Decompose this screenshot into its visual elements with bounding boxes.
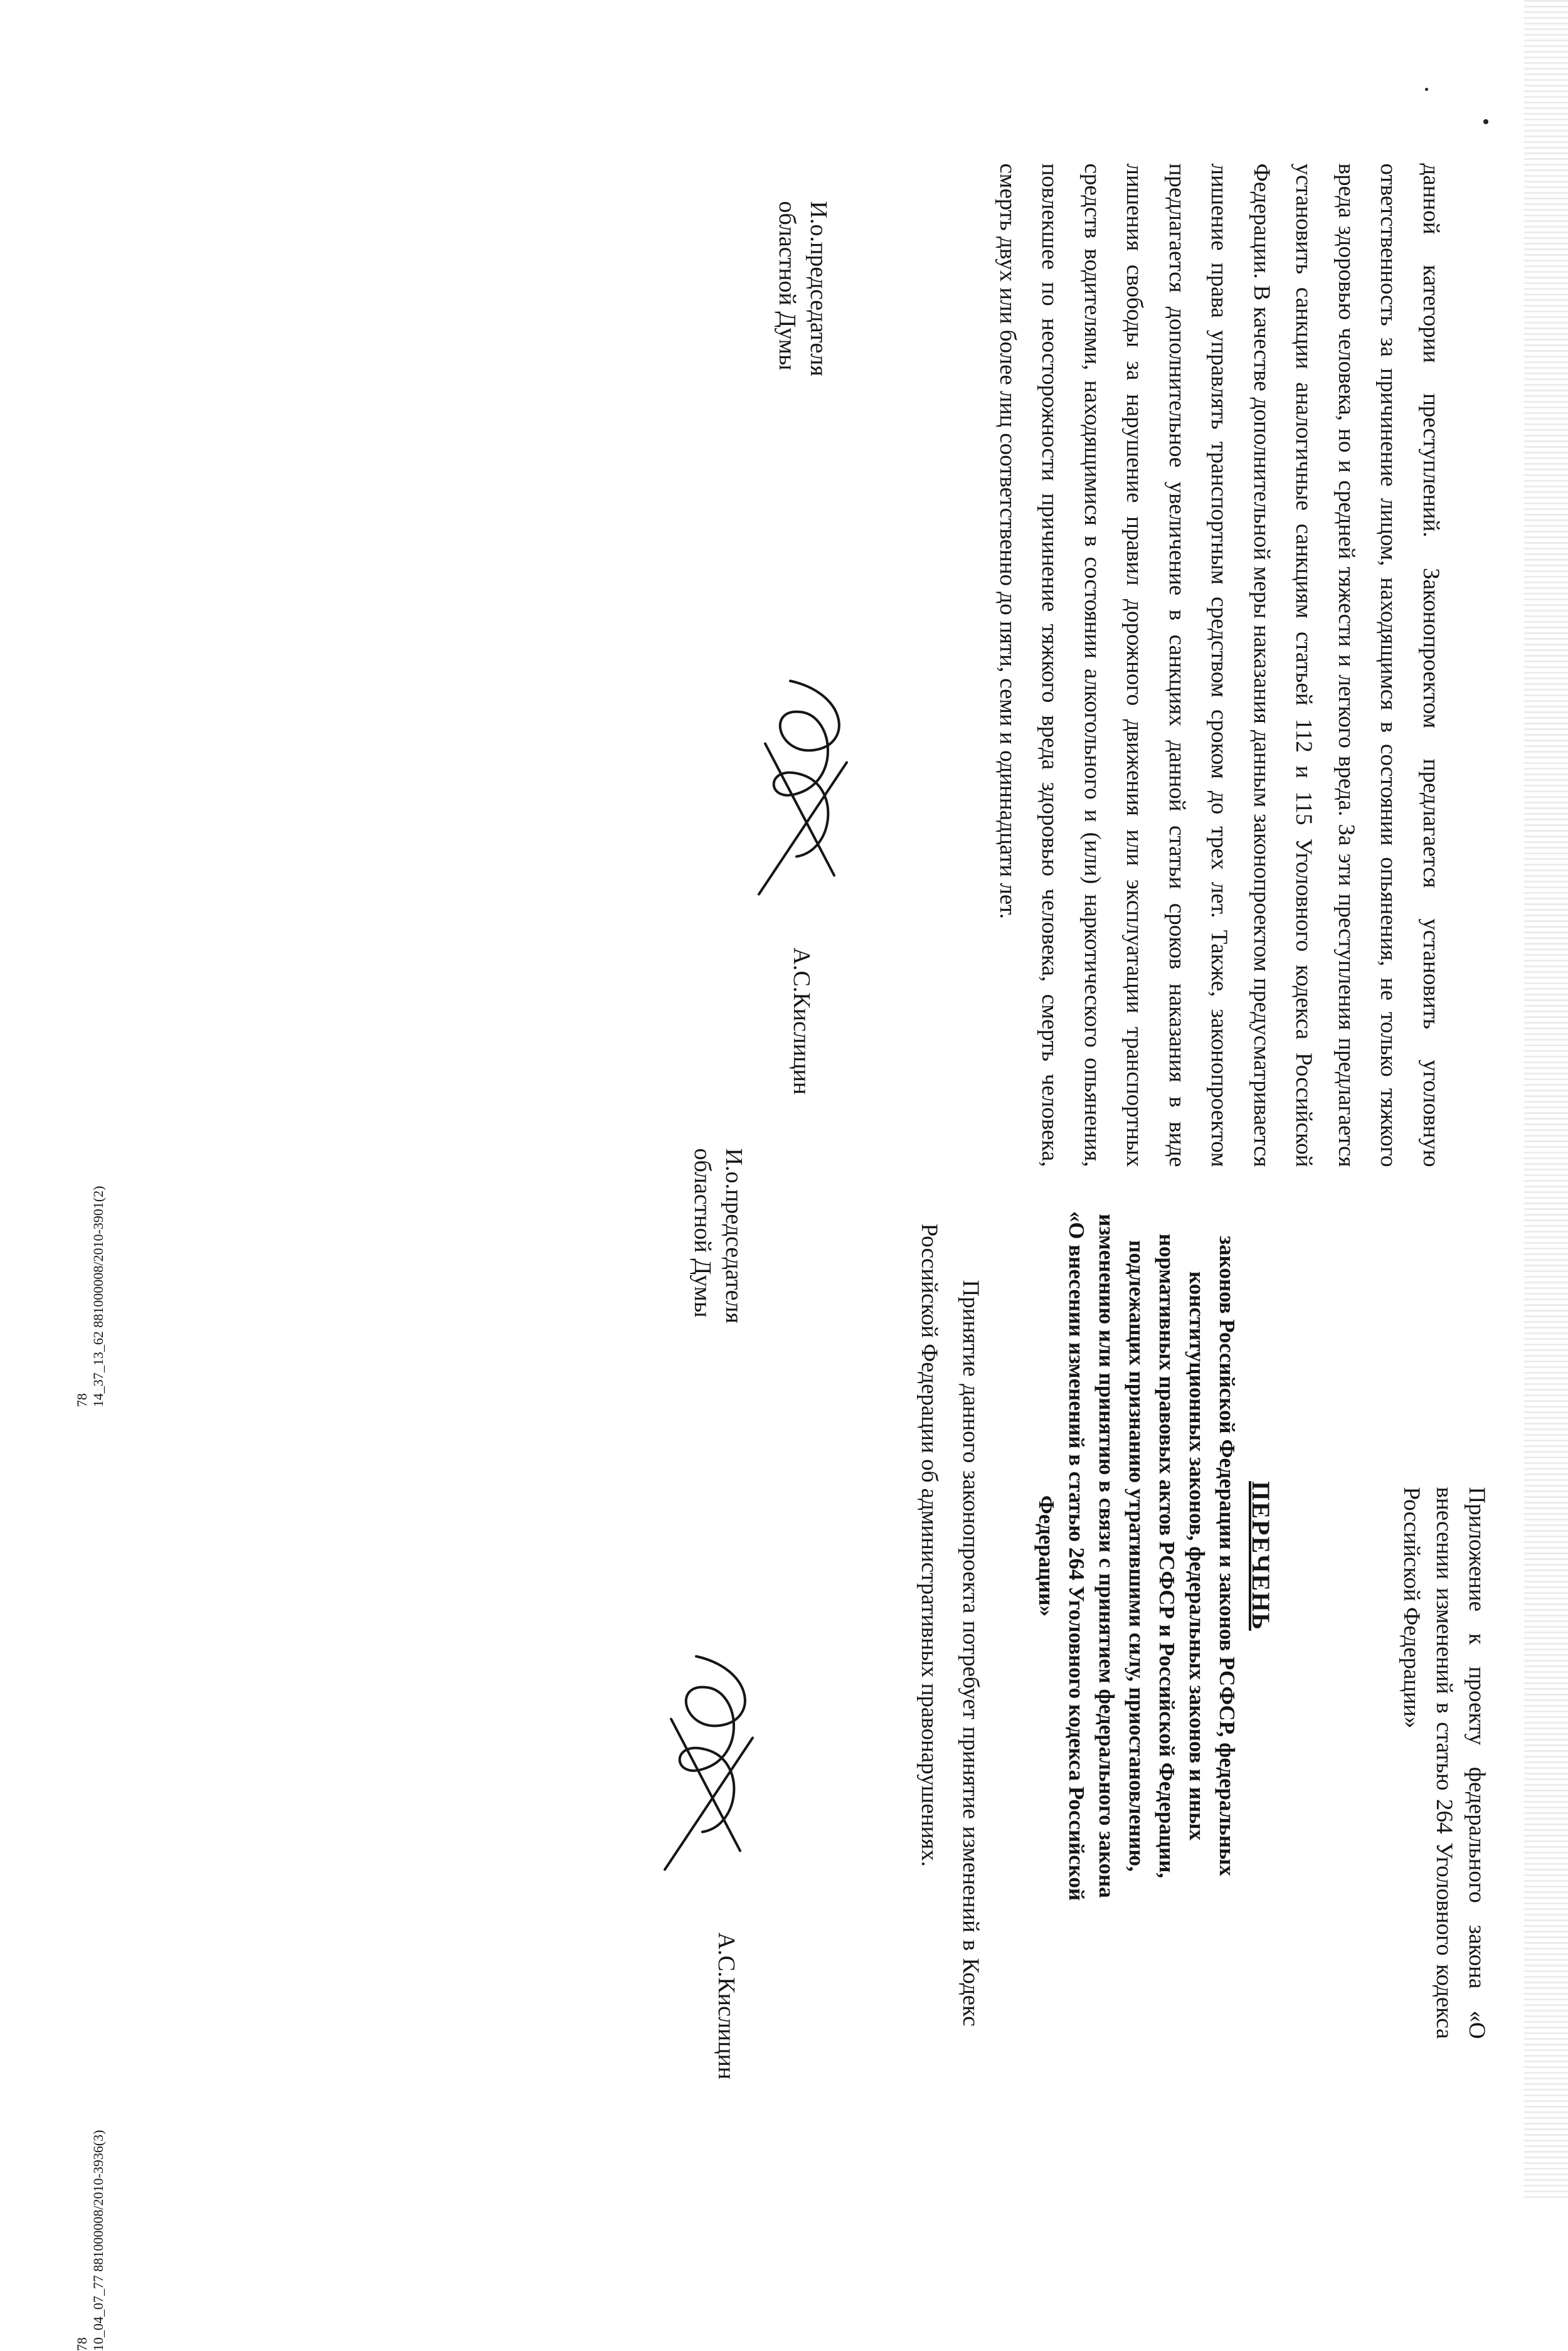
footer-registration (74, 2130, 107, 2351)
list-of-laws-page (0, 1110, 1568, 2351)
list-subtitle: законов Российской Федерации и законов РСФСР, федеральных конституционных законов, федеральных законов и иных нормативных правовых актов РСФСР и Российской Федерации, подлежащих признанию утратившими силу, приостановлению, изменению или принятию в связи с принятием федерального закона «О внесении изменений в статью 264 Уголовного кодекса Российской Федерации» (1034, 1211, 1239, 1901)
list-heading (1031, 1211, 1279, 1901)
scan-edge-noise (1524, 0, 1568, 2201)
signatory-title-line1: И.о.председателя (721, 1148, 747, 1324)
appendix-label: Приложение к проекту федерального закона «О внесении изменений в статью 264 Уголовного кодекса Российской Федерации» (1399, 1487, 1490, 2039)
handwritten-signature (659, 1643, 765, 1882)
handwritten-signature (753, 668, 859, 906)
signatory-name: А.С.Кислицин (788, 947, 815, 1095)
signatory-name: А.С.Кислицин (713, 1932, 739, 2079)
footer-page-number: 78 (74, 2337, 90, 2351)
footer-code: 14_37_13_62 881000008/2010-3901(2) (90, 1186, 106, 1407)
footer-code: 10_04_07_77 881000008/2010-3936(3) (90, 2130, 106, 2351)
explanatory-note-page (0, 125, 1568, 1407)
signatory-title (771, 163, 834, 376)
signatory-title-line2: областной Думы (689, 1148, 716, 1317)
explanatory-note-text (987, 163, 1453, 1167)
scan-speck (1483, 119, 1488, 124)
signatory-title-line1: И.о.председателя (805, 201, 832, 376)
list-title: ПЕРЕЧЕНЬ (1247, 1480, 1275, 1631)
explanatory-paragraph: данной категории преступлений. Законопроектом предлагается установить уголовную ответственность за причинение лицом, находящимся в состоянии опьянения, не только тяжкого вреда здоровью человека, но и средней тяжести и легкого вреда. За эти преступления предлагается установить санкции аналогичные санкциям статьей 112 и 115 Уголовного кодекса Российской Федерации. В качестве дополнительной меры наказания данным законопроектом предусматривается лишение права управлять транспортным средством сроком до трех лет. Также, законопроектом предлагается дополнительное увеличение в санкциях данной статьи сроков наказания в виде лишения свободы за нарушение правил дорожного движения или эксплуатации транспортных средств водителями, находящимися в состоянии алкогольного и (или) наркотического опьянения, повлекшее по неосторожности причинение тяжкого вреда здоровью человека, смерть человека, смерть двух или более лиц соответственно до пяти, семи и одиннадцати лет. (995, 163, 1444, 1167)
footer-page-number: 78 (74, 1393, 90, 1407)
signatory-title-line2: областной Думы (774, 201, 800, 370)
signatory-title (687, 1148, 750, 1323)
adoption-statement: Принятие данного законопроекта потребует принятие изменений в Кодекс Российской Федерации об административных правонарушениях. (916, 1223, 983, 2026)
scan-speck (1425, 88, 1428, 91)
